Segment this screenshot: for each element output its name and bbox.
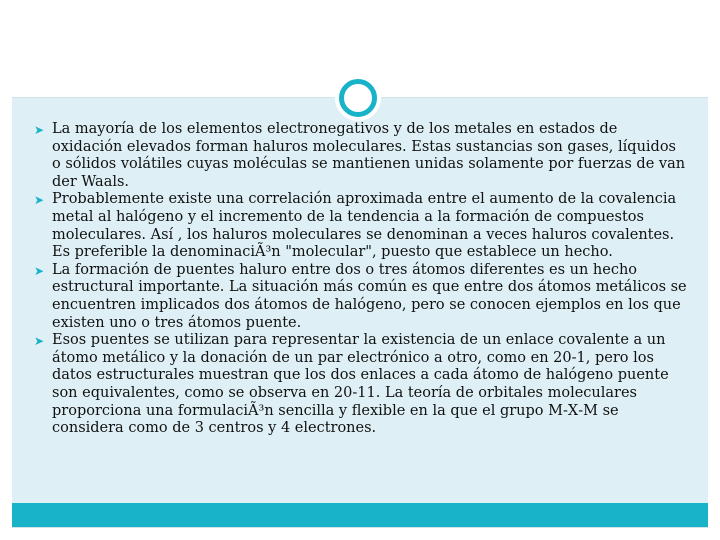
wingding-bullet-icon: ➤ <box>34 193 45 208</box>
bullet-text: Esos puentes se utilizan para representar la existencia de un enlace covalente a un átomo metálico y la donación de un par electrónico a otro, como en 20‑1, pero los datos estructurales muestran que los dos enlaces a cada átomo de halógeno puente son equivalentes, como se observa en 20‑11. La teoría de orbitales moleculares proporciona una formulaciÃ³n sencilla y flexible en la que el grupo M‑X‑M se considera como de 3 centros y 4 electrones. <box>52 332 669 437</box>
circle-ornament <box>339 79 377 117</box>
bullet-list <box>36 121 688 438</box>
bullet-text: La formación de puentes haluro entre dos o tres átomos diferentes es un hecho estructural importante. La situación más común es que entre dos átomos metálicos se encuentren implicados dos átomos de halógeno, pero se conocen ejemplos en los que existen uno o tres átomos puente. <box>52 261 687 331</box>
bullet-item <box>36 191 688 261</box>
bullet-text: La mayoría de los elementos electronegativos y de los metales en estados de oxidación elevados forman haluros moleculares. Estas sustancias son gases, líquidos o sólidos volátiles cuyas moléculas se mantienen unidas solamente por fuerzas de van der Waals. <box>52 121 686 190</box>
wingding-bullet-icon: ➤ <box>34 334 45 349</box>
wingding-bullet-icon: ➤ <box>34 123 45 137</box>
bullet-item <box>36 262 688 332</box>
bullet-item <box>36 332 688 438</box>
wingding-bullet-icon: ➤ <box>34 263 45 278</box>
footer-bar <box>12 503 708 527</box>
bullet-item <box>36 121 688 191</box>
bullet-text: Probablemente existe una correlación aproximada entre el aumento de la covalencia metal al halógeno y el incremento de la tendencia a la formación de compuestos moleculares. Así , los haluros moleculares se denominan a veces haluros covalentes. Es preferible la denominaciÃ³n "molecular", puesto que establece un hecho. <box>52 191 677 261</box>
